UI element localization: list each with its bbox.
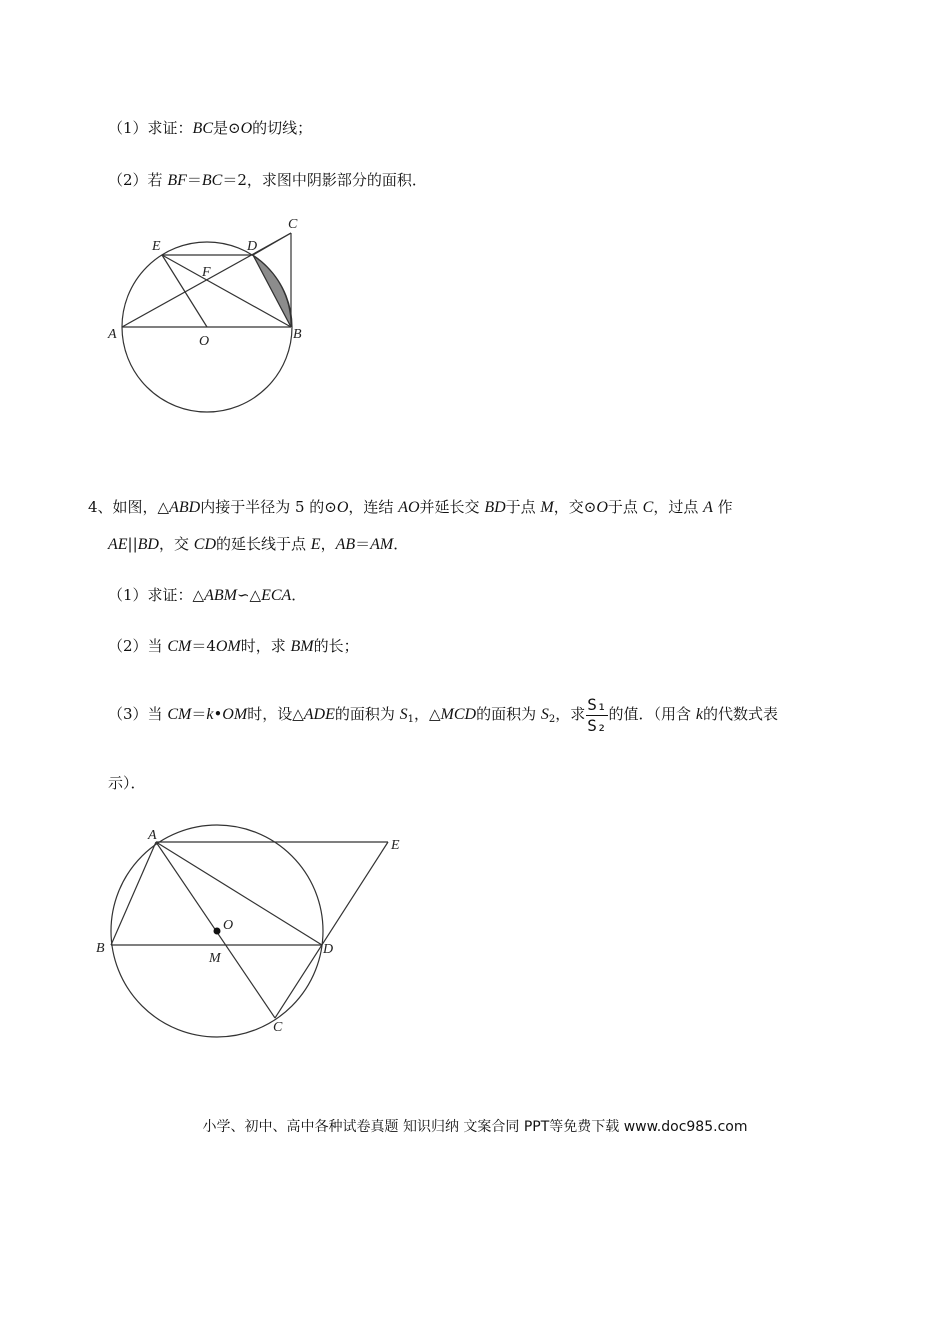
label-o-2: O (223, 918, 234, 933)
label-a: A (108, 327, 117, 342)
question-2-line: （2）若 BF＝BC＝2，求图中阴影部分的面积． (108, 171, 427, 189)
label-b-2: B (96, 941, 105, 956)
label-m-2: M (209, 951, 221, 966)
label-e: E (152, 239, 161, 254)
label-o: O (199, 334, 210, 349)
problem-4-question-3-continued: 示）． (108, 774, 146, 792)
problem-4-question-3: （3）当 CM＝k•OM时，设△ADE的面积为 $S_1$，△MCD的面积为 $S_2$，求 $\frac{\text{S₁}}{\text{S₂}}$ 的值．（用含 k的代数式表 (108, 694, 778, 735)
segment-ce (275, 842, 388, 1018)
label-c: C (288, 217, 298, 232)
footer-text: 小学、初中、高中各种试卷真题 知识归纳 文案合同 PPT等免费下载 www.doc985.com (202, 1119, 748, 1135)
label-a-2: A (148, 828, 157, 843)
label-b: B (293, 327, 302, 342)
problem-4-line-2: AE||BD，交 CD的延长线于点 E，AB＝AM． (108, 535, 409, 553)
problem-4-line-1: 4、如图，△ABD内接于半径为 5 的⊙O，连结 AO并延长交 BD于点 M，交⊙O于点 C，过点 A 作 (88, 498, 733, 516)
label-d: D (247, 239, 258, 254)
question-1-line: （1）求证：BC是⊙O的切线； (108, 119, 313, 137)
label-d-2: D (323, 942, 334, 957)
label-e-2: E (391, 838, 400, 853)
center-dot-o (214, 928, 221, 935)
problem-4-question-1: （1）求证：△ABM∽△ECA． (108, 586, 307, 604)
fraction-s1-over-s2: $\frac{\text{S₁}}{\text{S₂}}$ (587, 694, 607, 735)
problem-4-question-2: （2）当 CM＝4OM时，求 BM的长； (108, 637, 359, 655)
label-f: F (202, 265, 211, 280)
segment-ad (156, 842, 322, 945)
label-c-2: C (273, 1020, 283, 1035)
